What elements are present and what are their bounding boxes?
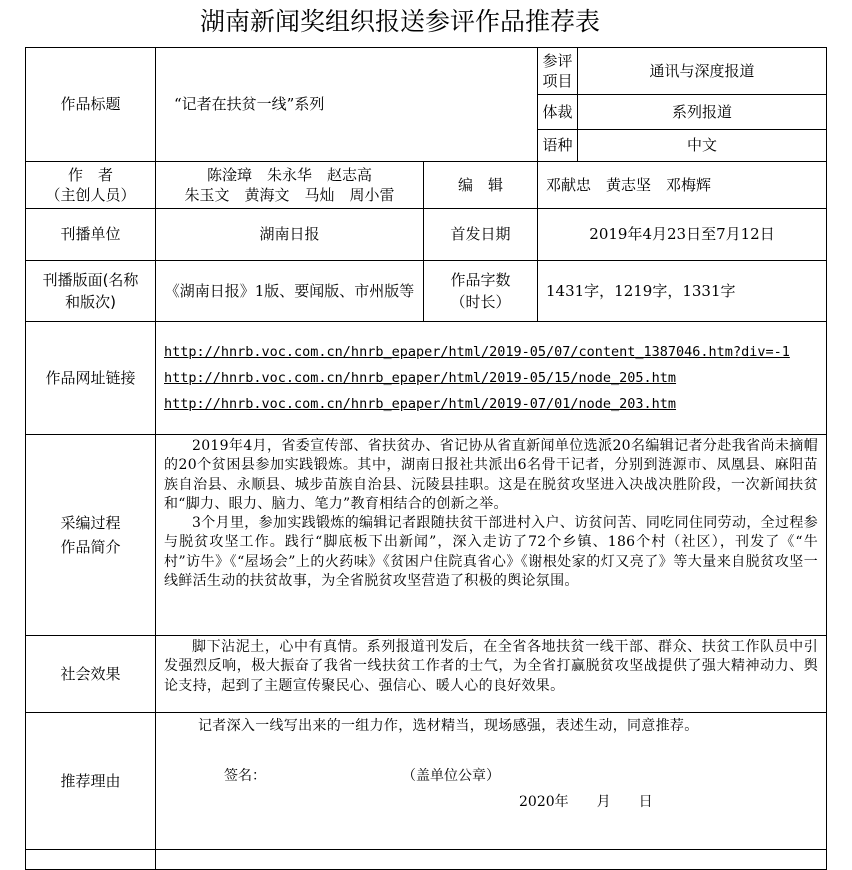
process-paragraph-1: 2019年4月，省委宣传部、省扶贫办、省记协从省直新闻单位选派20名编辑记者分赴我省尚未摘帽的20个贫困县参加实践锻炼。其中，湖南日报社共派出6名骨干记者，分别到涟源市、凤凰县、麻阳苗族自治县、永顺县、城步苗族自治县、沅陵县挂职。这是在脱贫攻坚进入决战决胜阶段，一次新闻扶贫和“脚力、眼力、脑力、笔力”教育相结合的创新之举。 [164,438,818,512]
author-value: 陈淦璋 朱永华 赵志高 朱玉文 黄海文 马灿 周小雷 [156,162,424,209]
seal-label: （盖单位公章） [402,768,500,784]
page-title: 湖南新闻奖组织报送参评作品推荐表 [199,7,600,36]
signature-label: 签名： [224,768,266,784]
effect-label: 社会效果 [26,636,156,713]
edition-label: 刊播版面(名称 和版次) [26,261,156,322]
work-link-1[interactable]: http://hnrb.voc.com.cn/hnrb_epaper/html/2019-05/07/content_1387046.htm?div=-1 [164,344,790,360]
word-count-label: 作品字数 （时长） [424,261,538,322]
reason-label: 推荐理由 [26,713,156,850]
publisher-value: 湖南日报 [156,209,424,261]
author-label: 作 者 （主创人员） [26,162,156,209]
work-link-3[interactable]: http://hnrb.voc.com.cn/hnrb_epaper/html/2019-07/01/node_203.htm [164,396,677,412]
edition-value: 《湖南日报》1版、要闻版、市州版等 [156,261,424,322]
work-link-2[interactable]: http://hnrb.voc.com.cn/hnrb_epaper/html/2019-05/15/node_205.htm [164,370,677,386]
reason-text: 记者深入一线写出来的一组力作，选材精当，现场感强，表述生动，同意推荐。 [198,718,699,734]
first-date-value: 2019年4月23日至7月12日 [538,209,827,261]
next-row-label [26,850,156,870]
date-line: 2020年 月 日 [519,794,653,810]
work-title-label: 作品标题 [26,48,156,162]
language-value: 中文 [578,130,827,162]
editor-label: 编 辑 [424,162,538,209]
recommendation-form [25,47,827,870]
editor-value: 邓献忠 黄志坚 邓梅辉 [538,162,827,209]
links-list [156,322,827,435]
effect-text: 脚下沾泥土，心中有真情。系列报道刊发后，在全省各地扶贫一线干部、群众、扶贫工作队员中引发强烈反响，极大振奋了我省一线扶贫工作者的士气，为全省打赢脱贫攻坚战提供了强大精神动力、舆论支持，起到了主题宣传聚民心、强信心、暖人心的良好效果。 [156,636,827,713]
category-value: 通讯与深度报道 [578,48,827,95]
word-count-value: 1431字，1219字，1331字 [538,261,827,322]
process-label: 采编过程 作品简介 [26,435,156,636]
process-text [156,435,827,636]
links-label: 作品网址链接 [26,322,156,435]
publisher-label: 刊播单位 [26,209,156,261]
category-label: 参评 项目 [538,48,578,95]
process-paragraph-2: 3个月里，参加实践锻炼的编辑记者跟随扶贫干部进村入户、访贫问苦、同吃同住同劳动，全过程参与脱贫攻坚工作。践行“脚底板下出新闻”，深入走访了72个乡镇、186个村（社区），刊发了《“牛村”访牛》《“屋场会”上的火药味》《贫困户住院真省心》《谢根处家的灯又亮了》等大量来自脱贫攻坚一线鲜活生动的扶贫故事，为全省脱贫攻坚营造了积极的舆论氛围。 [164,515,818,590]
next-row-value [156,850,827,870]
work-title-value: “记者在扶贫一线”系列 [156,48,538,162]
language-label: 语种 [538,130,578,162]
reason-block [156,713,827,850]
genre-label: 体裁 [538,95,578,130]
first-date-label: 首发日期 [424,209,538,261]
genre-value: 系列报道 [578,95,827,130]
